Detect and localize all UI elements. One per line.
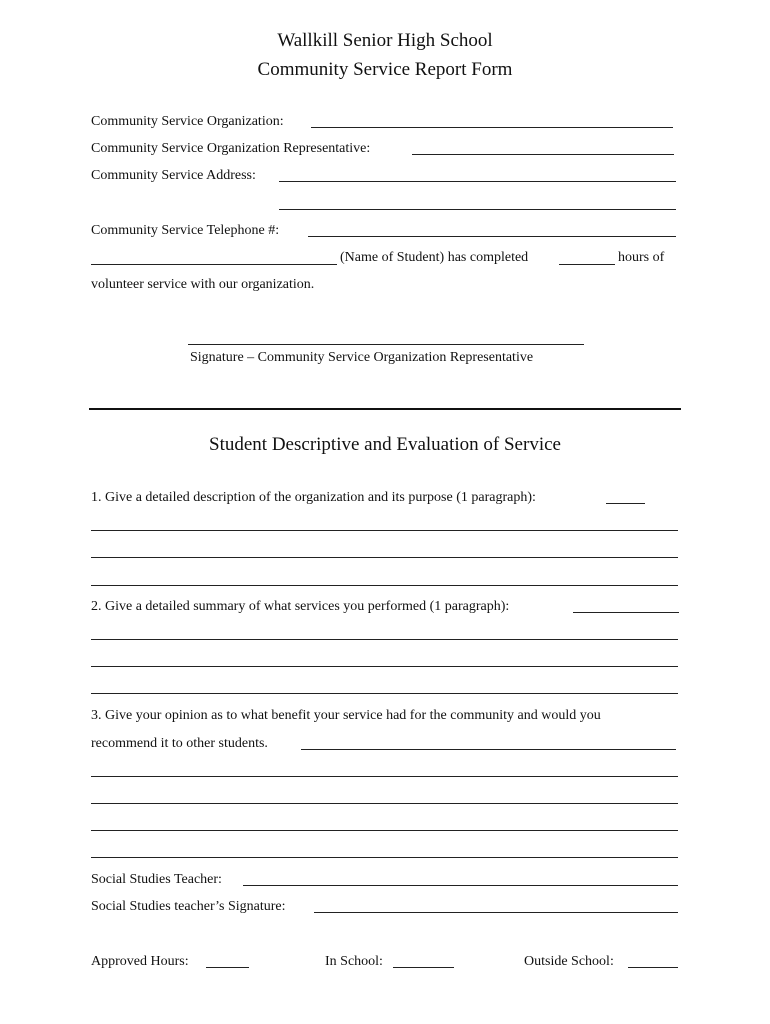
q2-answer-start[interactable]	[573, 612, 679, 613]
teacher-field[interactable]	[243, 885, 678, 886]
q1-answer-start[interactable]	[606, 503, 645, 504]
outside-school-field[interactable]	[628, 967, 678, 968]
outside-school-label: Outside School:	[524, 954, 614, 969]
q1-answer-line[interactable]	[91, 530, 678, 531]
question-3-line-1: 3. Give your opinion as to what benefit your service had for the community and would you	[91, 708, 601, 723]
signature-caption: Signature – Community Service Organization Representative	[190, 350, 534, 365]
teacher-label: Social Studies Teacher:	[91, 872, 222, 887]
approved-hours-label: Approved Hours:	[91, 954, 189, 969]
approved-hours-field[interactable]	[206, 967, 249, 968]
representative-signature-field[interactable]	[188, 344, 584, 345]
q3-answer-line[interactable]	[91, 857, 678, 858]
question-1: 1. Give a detailed description of the organization and its purpose (1 paragraph):	[91, 490, 536, 505]
q3-answer-line[interactable]	[91, 803, 678, 804]
student-name-field[interactable]	[91, 264, 337, 265]
q3-answer-line[interactable]	[91, 830, 678, 831]
hours-field[interactable]	[559, 264, 615, 265]
organization-label: Community Service Organization:	[91, 114, 284, 129]
q1-answer-line[interactable]	[91, 557, 678, 558]
section-divider	[89, 408, 681, 410]
representative-field[interactable]	[412, 154, 674, 155]
q1-answer-line[interactable]	[91, 585, 678, 586]
telephone-label: Community Service Telephone #:	[91, 223, 280, 238]
completion-text: (Name of Student) has completed	[340, 250, 529, 265]
school-name: Wallkill Senior High School	[277, 30, 493, 51]
address-field-line-2[interactable]	[279, 209, 676, 210]
hours-of-text: hours of	[618, 250, 665, 265]
q2-answer-line[interactable]	[91, 693, 678, 694]
q2-answer-line[interactable]	[91, 666, 678, 667]
representative-label: Community Service Organization Representative:	[91, 141, 371, 156]
question-3-line-2: recommend it to other students.	[91, 736, 268, 751]
in-school-label: In School:	[325, 954, 383, 969]
teacher-signature-field[interactable]	[314, 912, 678, 913]
telephone-field[interactable]	[308, 236, 676, 237]
in-school-field[interactable]	[393, 967, 454, 968]
address-field-line-1[interactable]	[279, 181, 676, 182]
completion-line-2: volunteer service with our organization.	[91, 277, 315, 292]
q2-answer-line[interactable]	[91, 639, 678, 640]
address-label: Community Service Address:	[91, 168, 256, 183]
student-section-heading: Student Descriptive and Evaluation of Service	[209, 434, 561, 455]
q3-answer-line[interactable]	[91, 776, 678, 777]
question-2: 2. Give a detailed summary of what services you performed (1 paragraph):	[91, 599, 510, 614]
form-title: Community Service Report Form	[257, 59, 513, 80]
q3-answer-start[interactable]	[301, 749, 676, 750]
teacher-signature-label: Social Studies teacher’s Signature:	[91, 899, 286, 914]
organization-field[interactable]	[311, 127, 673, 128]
